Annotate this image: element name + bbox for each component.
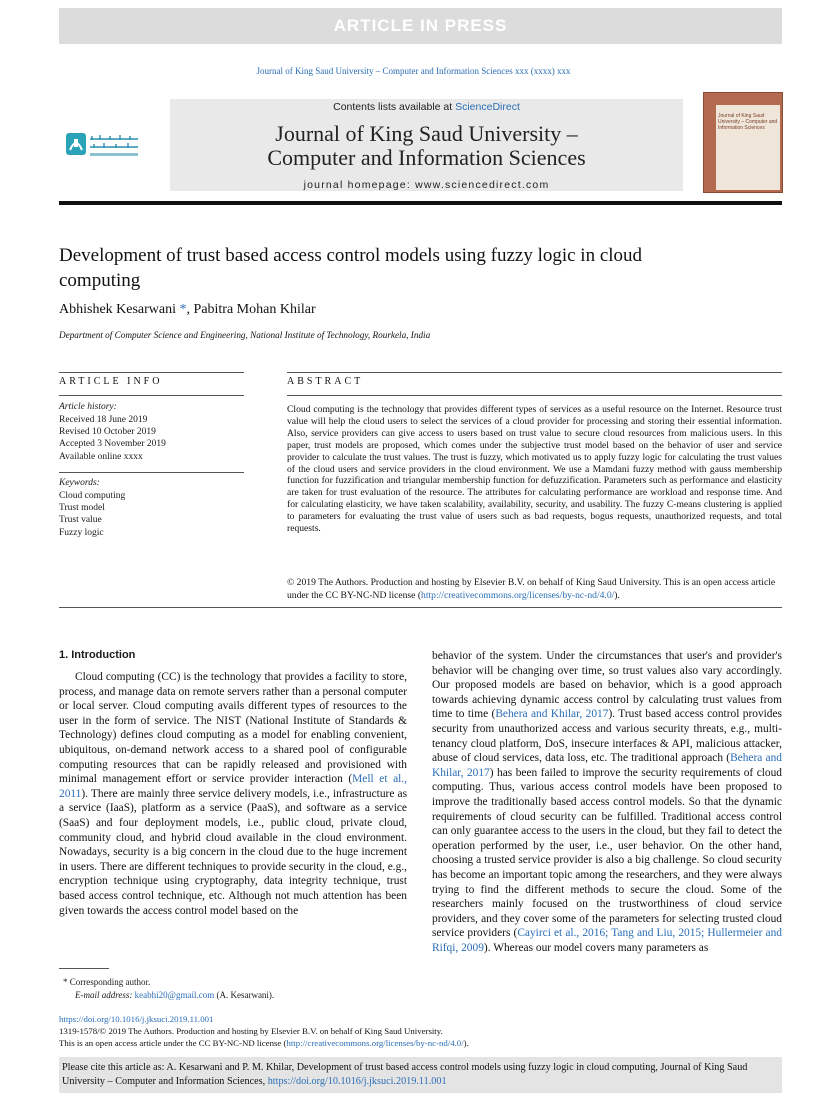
keyword-item: Trust model [59,503,105,514]
history-item: Revised 10 October 2019 [59,427,156,438]
copyright-text: © 2019 The Authors. Production and hosting by Elsevier B.V. on behalf of King Saud University. This is an open access article under the CC BY-NC-ND license ( [287,577,776,601]
footnote-rule [59,968,109,969]
history-item: Received 18 June 2019 [59,415,148,425]
email-link[interactable]: keabhi20@gmail.com [134,990,215,1000]
homepage-prefix: journal homepage: [303,179,416,191]
front-matter-rule [59,607,782,608]
journal-title-line1: Journal of King Saud University – [275,121,578,146]
copyright-suffix: ). [614,590,620,601]
keywords-list [59,490,125,539]
article-info-rule [59,395,244,396]
contents-prefix: Contents lists available at [333,101,456,113]
publication-metadata [59,1013,469,1049]
corresponding-author-mark[interactable]: * [176,302,187,317]
header-divider [59,201,782,205]
license-link[interactable]: http://creativecommons.org/licenses/by-nc-nd/4.0/ [421,590,615,601]
doi-link[interactable]: https://doi.org/10.1016/j.jksuci.2019.11.001 [59,1014,214,1024]
citation-link[interactable]: Behera and Khilar, 2017 [495,708,609,721]
author-list [59,302,316,318]
abstract-rule [287,395,782,396]
corresponding-label: * Corresponding author. [63,977,151,987]
article-in-press-banner: ARTICLE IN PRESS [59,8,782,44]
cover-title: Journal of King Saud University – Computer and Information Sciences [718,113,778,131]
issn-line: 1319-1578/© 2019 The Authors. Production and hosting by Elsevier B.V. on behalf of King Saud University. [59,1026,443,1036]
sciencedirect-link[interactable]: ScienceDirect [455,101,520,113]
citation-text [62,1061,780,1089]
citation-doi-link[interactable]: https://doi.org/10.1016/j.jksuci.2019.11.001 [267,1076,447,1087]
king-saud-university-logo [66,130,142,160]
keyword-item: Cloud computing [59,491,126,501]
journal-title [170,122,683,170]
homepage-url[interactable]: www.sciencedirect.com [415,179,550,191]
article-title: Development of trust based access control models using fuzzy logic in cloud computing [59,245,643,291]
history-item: Accepted 3 November 2019 [59,439,166,450]
abstract-copyright [287,576,782,602]
keywords-title: Keywords: [59,478,100,488]
intro-text: ). Whereas our model covers many parameters as [483,941,709,954]
intro-text: ). Trust based access control provides security from unauthorized access and various security threats, e.g., multi-tenancy cloud platform, DoS, insecure interfaces & API, malicious attacker, abuse of cloud services, data loss, etc. The traditional approach ( [432,708,782,765]
citation-link[interactable]: Mell et al., 2011 [59,773,407,800]
intro-text: ). There are mainly three service delivery models, i.e., infrastructure as a service (IaaS), platform as a service (PaaS), and software as a service (SaaS) and four deployment models, i.e., public cloud, private cloud, community cloud, and hybrid cloud available in the cloud environment. Nowadays, security is a big concern in the cloud due to the huge increment in users. There are different techniques to provide security in the cloud, e.g., encryption technique using cryptography, data integrity technique, trust based access control technique, etc. Although not much attention has been given towards the access control model based on the [59,787,407,917]
email-label: E-mail address: [75,990,135,1000]
intro-text: Cloud computing (CC) is the technology that provides a facility to store, process, and manage data on remote servers rather than a personal computer or local server. Cloud computing avails different types of resources to the user in the form of service. The NIST (National Institute of Standards & Technology) defines cloud computing as a model for enabling convenient, ubiquitous, on-demand network access to a shared pool of configurable computing resources that can be rapidly released and provisioned with minimal management effort or service provider interaction ( [59,671,407,786]
email-suffix: (A. Kesarwani). [214,990,275,1000]
journal-title-line2: Computer and Information Sciences [267,145,586,170]
article-history-title: Article history: [59,402,117,412]
intro-text: ) has been failed to improve the security requirements of cloud computing. Thus, various access control models have been proposed to improve the traditionally based access control models. So that the dynamic requirements of cloud security can be fulfilled. Traditional access control can only guarantee access to the users in the cloud, but they fail to detect the operation performed by the user, i.e., user behavior. On the other hand, choosing a trusted service provider is also a big challenge. So cloud security has become an important topic among the researchers, and they were always trying to find the different methods to secure the cloud. Some of the researchers mainly focused on the trustworthiness of cloud service providers, and they cover some of the parameters for selecting trusted cloud service providers ( [432,766,783,940]
license-link[interactable]: http://creativecommons.org/licenses/by-nc-nd/4.0/ [286,1038,464,1048]
citation-link[interactable]: Cayirci et al., 2016; Tang and Liu, 2015; Hullermeier and Rifqi, 2009 [432,927,782,954]
author-1[interactable]: Abhishek Kesarwani [59,302,177,317]
intro-column-left [59,670,407,918]
citation-body: Please cite this article as: A. Kesarwani and P. M. Khilar, Development of trust based access control models using fuzzy logic in cloud computing, Journal of King Saud University – Computer and Information Sciences, [62,1062,748,1087]
journal-homepage [170,179,683,191]
article-info-heading: ARTICLE INFO [59,376,163,387]
intro-text: behavior of the system. Under the circumstances that user's and provider's behavior will be changing over time, so trust values also vary accordingly. Our proposed models are based on behavior, which is a good approach towards achieving dynamic access control by calculating trust values from time to time ( [432,650,782,721]
journal-reference[interactable]: Journal of King Saud University – Computer and Information Sciences xxx (xxxx) xxx [256,66,571,76]
keyword-item: Trust value [59,515,102,526]
citation-link[interactable]: Behera and Khilar, 2017 [432,752,782,779]
keywords-rule [59,472,244,473]
abstract-heading: ABSTRACT [287,376,364,387]
keyword-item: Fuzzy logic [59,527,104,538]
article-info-top-rule [59,372,244,373]
history-item: Available online xxxx [59,451,143,462]
license-suffix: ). [463,1038,469,1048]
corresponding-author-footnote [59,976,274,1002]
abstract-top-rule [287,372,782,373]
intro-column-right [432,649,782,955]
journal-cover-thumbnail[interactable] [703,92,783,193]
license-prefix: This is an open access article under the CC BY-NC-ND license ( [59,1038,287,1048]
article-history-list [59,414,166,463]
author-2[interactable]: , Pabitra Mohan Khilar [186,302,316,317]
contents-line [170,101,683,113]
affiliation: Department of Computer Science and Engineering, National Institute of Technology, Rourkela, India [59,330,431,340]
section-heading-introduction: 1. Introduction [59,649,136,661]
abstract-body: Cloud computing is the technology that provides different types of services as a useful resource on the Internet. Resource trust value will help the cloud users to select the services of a cloud provider for processing and storing their essential information. Also, service providers can give access to users based on trust value to secure cloud resources from malicious users. In this paper, trust models are proposed, which comes under the subjective trust model based on the behavior of user and service provider to calculate the trust values. The trust is fuzzy, which motivated us to apply fuzzy logic for calculating the trust values of the cloud users and service providers in the cloud environment. We use a Mamdani fuzzy method with gauss membership function for fuzzification and triangular membership function for defuzzification. Parameters such as performance and elasticity are taken for trust evaluation of the resource. The attributes for calculating performance are workload and response time. And for calculating elasticity, we have taken scalability, availability, security, and usability. The fuzzy C-means clustering is applied to parameters for evaluating the trust value of users such as bad requests, bogus requests, unauthorized requests, and total requests. [287,404,782,535]
